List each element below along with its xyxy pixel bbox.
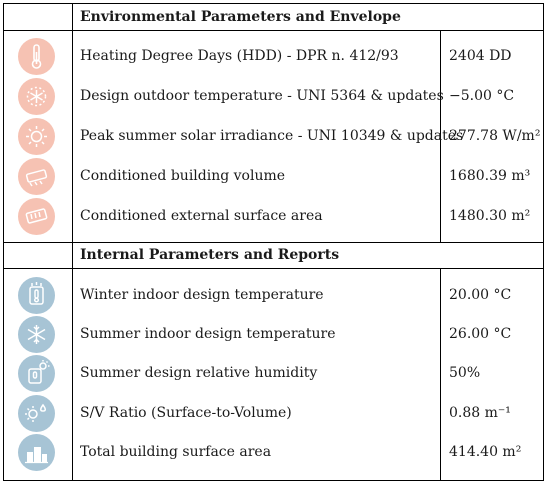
row-value: 414.40 m² bbox=[449, 444, 522, 460]
table-row bbox=[4, 197, 543, 236]
row-value: −5.00 °C bbox=[449, 88, 515, 104]
sun-droplet-icon bbox=[18, 395, 55, 432]
snowflake-icon bbox=[18, 78, 55, 115]
air-conditioner-icon bbox=[18, 158, 55, 195]
table-row bbox=[4, 354, 543, 393]
row-label: Summer indoor design temperature bbox=[80, 326, 336, 342]
row-value: 50% bbox=[449, 365, 481, 381]
thermometer-icon bbox=[18, 277, 55, 314]
row-value: 1680.39 m³ bbox=[449, 168, 531, 184]
table-row bbox=[4, 276, 543, 315]
section-header-internal bbox=[4, 242, 543, 269]
row-value: 2404 DD bbox=[449, 48, 512, 64]
row-label: S/V Ratio (Surface-to-Volume) bbox=[80, 405, 292, 421]
table-row bbox=[4, 157, 543, 196]
table-row bbox=[4, 433, 543, 472]
row-label: Conditioned external surface area bbox=[80, 208, 323, 224]
row-value: 277.78 W/m² bbox=[449, 128, 541, 144]
row-value: 26.00 °C bbox=[449, 326, 512, 342]
row-value: 1480.30 m² bbox=[449, 208, 531, 224]
sun-thermometer-icon bbox=[18, 355, 55, 392]
row-value: 0.88 m⁻¹ bbox=[449, 405, 511, 421]
row-label: Heating Degree Days (HDD) - DPR n. 412/93 bbox=[80, 48, 399, 64]
parameters-table bbox=[3, 3, 544, 481]
row-label: Winter indoor design temperature bbox=[80, 287, 324, 303]
table-row bbox=[4, 315, 543, 354]
row-value: 20.00 °C bbox=[449, 287, 512, 303]
row-label: Summer design relative humidity bbox=[80, 365, 318, 381]
table-row bbox=[4, 37, 543, 76]
buildings-icon bbox=[18, 434, 55, 471]
section-header-environmental bbox=[4, 4, 543, 31]
section-title: Internal Parameters and Reports bbox=[80, 247, 340, 263]
sun-icon bbox=[18, 118, 55, 155]
table-row bbox=[4, 117, 543, 156]
row-label: Design outdoor temperature - UNI 5364 & updates bbox=[80, 88, 444, 104]
table-row bbox=[4, 77, 543, 116]
row-label: Total building surface area bbox=[80, 444, 272, 460]
row-label: Peak summer solar irradiance - UNI 10349 & updates bbox=[80, 128, 464, 144]
thermometer-icon bbox=[18, 38, 55, 75]
section-title: Environmental Parameters and Envelope bbox=[80, 9, 401, 25]
heater-icon bbox=[18, 198, 55, 235]
row-label: Conditioned building volume bbox=[80, 168, 286, 184]
snowflake-icon bbox=[18, 316, 55, 353]
table-row bbox=[4, 394, 543, 433]
